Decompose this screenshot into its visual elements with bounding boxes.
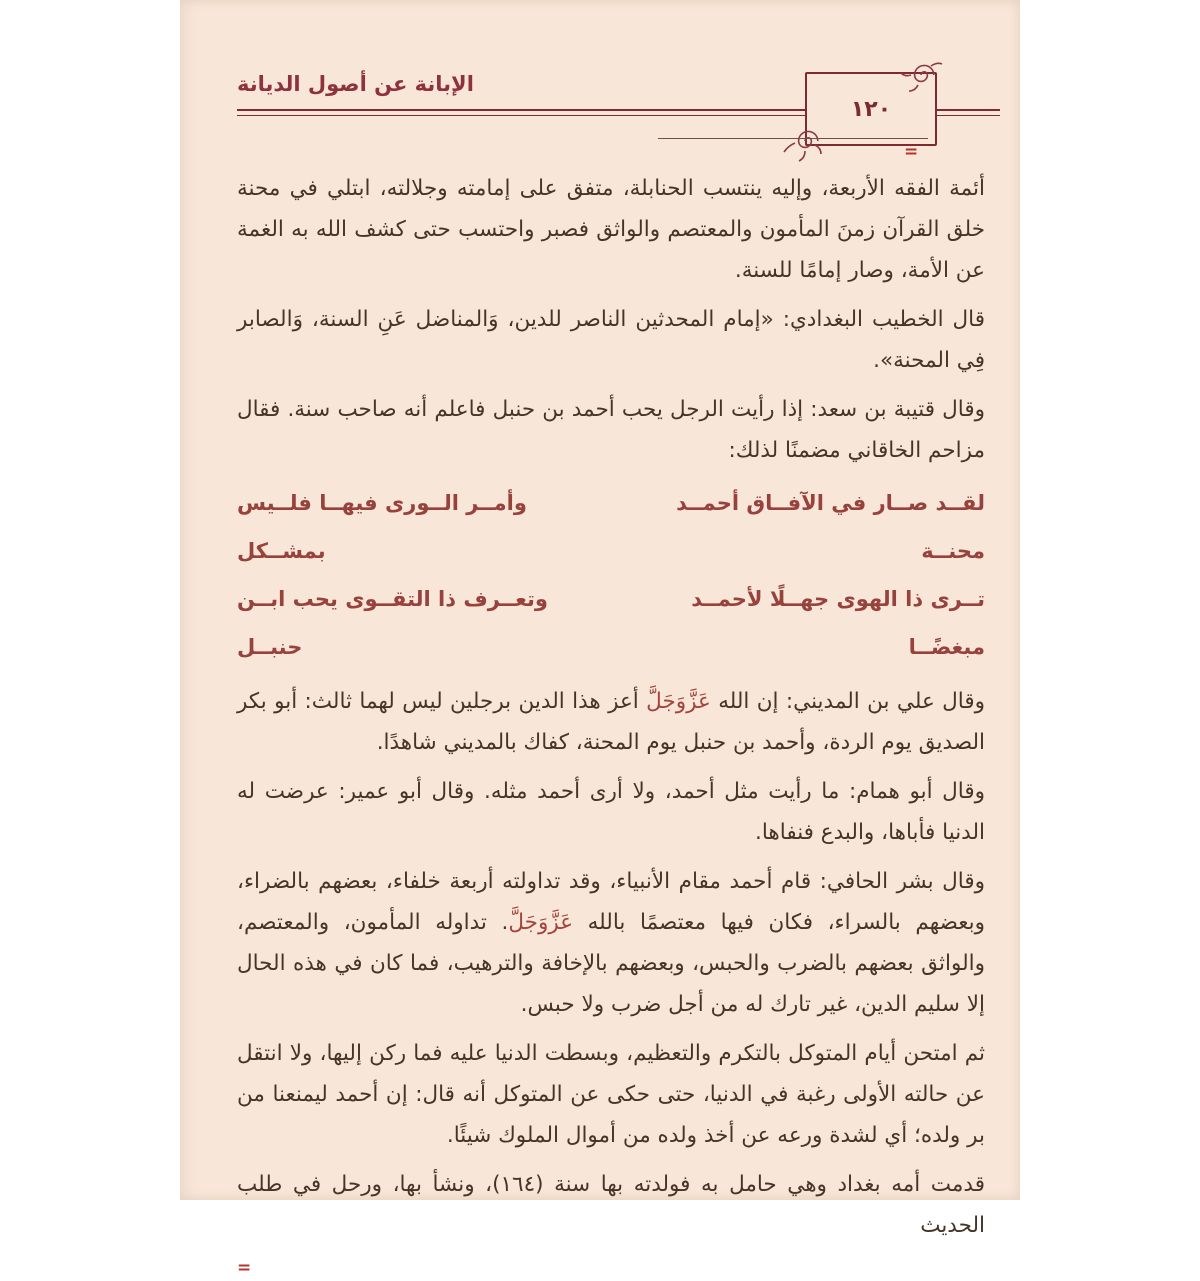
page-number: ١٢٠ bbox=[850, 96, 892, 122]
paragraph bbox=[237, 389, 985, 471]
paragraph bbox=[237, 1033, 985, 1156]
verse-hemistich-left: وأمــر الــورى فيهــا فلــيس بمشــكل bbox=[237, 491, 527, 563]
verse-line bbox=[237, 575, 985, 671]
paragraph bbox=[237, 861, 985, 1025]
body-content bbox=[237, 168, 985, 1281]
poetry-block bbox=[237, 479, 985, 671]
rose-ornament-icon bbox=[782, 118, 828, 164]
honorific-text: عَزَّوَجَلَّ bbox=[508, 910, 574, 935]
paragraph-text: . تداوله المأمون، والمعتصم، والواثق بعضهم بالضرب والحبس، وبعضهم بالإخافة والترهيب، فما كان في هذه الحال إلا سليم الدين، غير تارك له من أجل ضرب ولا حبس. bbox=[237, 910, 985, 1017]
paragraph-text: قدمت أمه بغداد وهي حامل به فولدته بها سنة (١٦٤)، ونشأ بها، ورحل في طلب الحديث bbox=[237, 1172, 985, 1238]
verse-hemistich-left: وتعــرف ذا التقــوى يحب ابــن حنبــل bbox=[237, 587, 548, 659]
continuation-marker-bottom: = bbox=[237, 1258, 252, 1278]
verse-hemistich-right: تــرى ذا الهوى جهــلًا لأحمــد مبغضًــا bbox=[691, 587, 985, 659]
paragraph bbox=[237, 1164, 985, 1246]
footnote-separator-line bbox=[658, 138, 928, 139]
paragraph-text: وقال بشر الحافي: قام أحمد مقام الأنبياء، وقد تداولته أربعة خلفاء، بعضهم بالضراء، وبعضهم بالسراء، فكان فيها معتصمًا بالله bbox=[237, 869, 985, 935]
paragraph bbox=[237, 168, 985, 291]
honorific-text: عَزَّوَجَلَّ bbox=[646, 689, 711, 714]
paragraph-text: وقال أبو همام: ما رأيت مثل أحمد، ولا أرى أحمد مثله. وقال أبو عمير: عرضت له الدنيا فأباها، والبدع فنفاها. bbox=[237, 779, 985, 845]
rose-ornament-icon bbox=[898, 52, 944, 98]
book-page bbox=[180, 0, 1020, 1278]
verse-hemistich-right: لقــد صــار في الآفــاق أحمــد محنــة bbox=[676, 491, 985, 563]
paragraph-text: وقال علي بن المديني: إن الله bbox=[710, 689, 985, 714]
paragraph-text: أعز هذا الدين برجلين ليس لهما ثالث: أبو بكر الصديق يوم الردة، وأحمد بن حنبل يوم المحنة، كفاك بالمديني شاهدًا. bbox=[237, 689, 985, 755]
verse-line bbox=[237, 479, 985, 575]
paragraph-text: وقال قتيبة بن سعد: إذا رأيت الرجل يحب أحمد بن حنبل فاعلم أنه صاحب سنة. فقال مزاحم الخاقاني مضمنًا لذلك: bbox=[237, 397, 985, 463]
paragraph bbox=[237, 771, 985, 853]
continuation-marker-bottom-row bbox=[237, 1254, 985, 1281]
paragraph-text: ثم امتحن أيام المتوكل بالتكرم والتعظيم، وبسطت الدنيا عليه فما ركن إليها، ولا انتقل عن حالته الأولى رغبة في الدنيا، حتى حكى عن المتوكل أنه قال: إن أحمد ليمنعنا من بر ولده؛ أي لشدة ورعه عن أخذ ولده من أموال الملوك شيئًا. bbox=[237, 1041, 985, 1148]
continuation-marker-top: = bbox=[904, 142, 919, 162]
paragraph-text: أئمة الفقه الأربعة، وإليه ينتسب الحنابلة، متفق على إمامته وجلالته، ابتلي في محنة خلق القرآن زمنَ المأمون والمعتصم والواثق فصبر واحتسب حتى كشف الله به الغمة عن الأمة، وصار إمامًا للسنة. bbox=[237, 176, 985, 283]
paragraph-text: قال الخطيب البغدادي: «إمام المحدثين الناصر للدين، وَالمناضل عَنِ السنة، وَالصابر فِي المحنة». bbox=[237, 307, 985, 373]
paragraph bbox=[237, 299, 985, 381]
paragraph bbox=[237, 681, 985, 763]
page-title: الإبانة عن أصول الديانة bbox=[237, 72, 474, 96]
